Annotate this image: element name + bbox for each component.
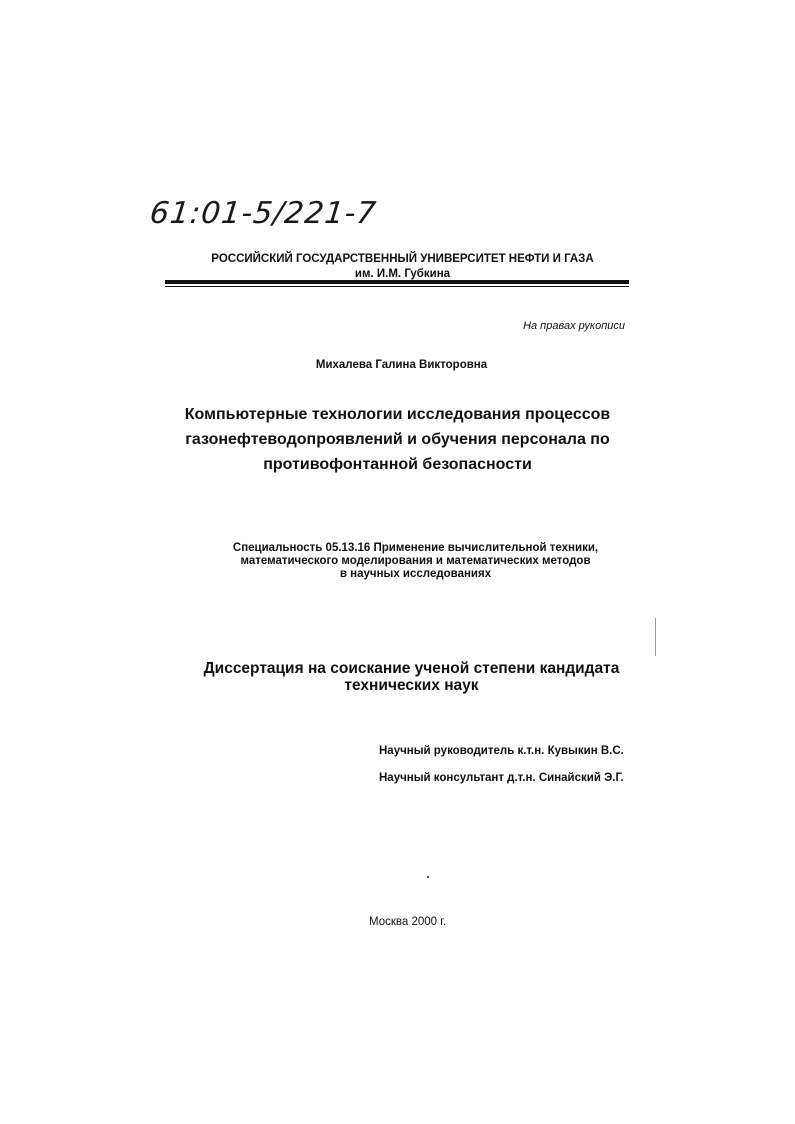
university-named-after: им. И.М. Губкина <box>354 268 451 280</box>
university-header <box>5 252 795 282</box>
degree-line: Диссертация на соискание ученой степени кандидата <box>203 660 620 677</box>
title-line: газонефтеводопроявлений и обучения персонала по <box>185 431 610 448</box>
title-line: Компьютерные технологии исследования процессов <box>184 406 611 423</box>
specialty-line: Специальность 05.13.16 Применение вычислительной техники, <box>232 542 599 554</box>
degree-statement <box>14 660 795 694</box>
degree-line: технических наук <box>344 677 479 694</box>
header-divider-thick <box>165 280 629 284</box>
dissertation-title <box>0 402 795 477</box>
header-divider-thin <box>165 286 629 287</box>
handwritten-catalog-number: 61:01-5/221-7 <box>148 196 379 231</box>
scientific-advisor: Научный руководитель к.т.н. Кувыкин В.С. <box>379 745 624 757</box>
specialty-line: в научных исследованиях <box>339 568 492 580</box>
title-line: противофонтанной безопасности <box>263 456 532 473</box>
specialty-line: математического моделирования и математических методов <box>240 555 591 567</box>
scan-artifact-dot <box>427 876 429 878</box>
university-name: РОССИЙСКИЙ ГОСУДАРСТВЕННЫЙ УНИВЕРСИТЕТ НЕФТИ И ГАЗА <box>211 253 594 265</box>
city-and-year: Москва 2000 г. <box>369 916 447 928</box>
specialty-block <box>18 542 795 581</box>
author-name: Михалева Галина Викторовна <box>315 359 488 371</box>
rights-note: На правах рукописи <box>523 320 625 332</box>
scientific-consultant: Научный консультант д.т.н. Синайский Э.Г. <box>379 772 624 784</box>
scan-artifact-line <box>655 618 656 656</box>
